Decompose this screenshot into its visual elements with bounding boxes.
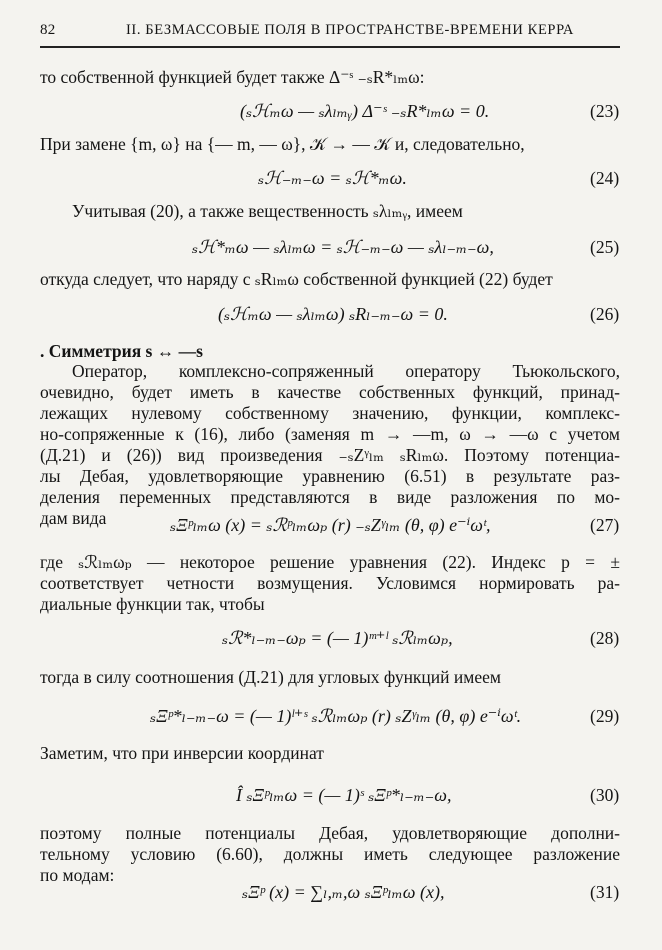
equation-expression: ₛΞᵖ (x) = ∑ₗ,ₘ,ω ₛΞᵖₗₘω (x), — [242, 882, 445, 902]
text-line: дам вида — [40, 508, 107, 528]
text-line: деления переменных представляются в виде разложения по мо- — [40, 487, 620, 507]
equation-expression: (ₛℋₘω — ₛλₗₘω) ₛRₗ₋ₘ₋ω = 0. — [218, 304, 448, 324]
text-line: Оператор, комплексно-сопряженный оператору Тьюкольского, — [72, 361, 620, 381]
text-line: но-сопряженные к (16), либо (заменяя m → —m, ω → —ω с учетом — [40, 424, 620, 444]
text-line: поэтому полные потенциалы Дебая, удовлетворяющие дополни- — [40, 823, 620, 843]
section-heading: . Симметрия s ↔ —s — [40, 341, 203, 361]
text-line: тогда в силу соотношения (Д.21) для угловых функций имеем — [40, 667, 501, 687]
text-line: тельному условию (6.60), должны иметь следующее разложение — [40, 844, 620, 864]
text-line: При замене {m, ω} на {— m, — ω}, 𝒦 → — 𝒦 и, следовательно, — [40, 134, 525, 154]
equation-expression: ₛℛ*ₗ₋ₘ₋ωₚ = (— 1)ᵐ⁺ˡ ₛℛₗₘωₚ, — [222, 628, 453, 648]
equation-expression: (ₛℋₘω — ₛλₗₘᵧ) Δ⁻ˢ ₋ₛR*ₗₘω = 0. — [240, 101, 490, 121]
text-line: откуда следует, что наряду с ₛRₗₘω собственной функцией (22) будет — [40, 269, 553, 289]
equation-expression: ₛΞᵖₗₘω (x) = ₛℛᵖₗₘωₚ (r) ₋ₛZᵞₗₘ (θ, φ) e⁻ⁱωᵗ, — [170, 515, 491, 535]
text-line: лежащих нулевому собственному значению, функции, комплекс- — [40, 403, 620, 423]
equation-number: (23) — [590, 101, 620, 121]
equation-number: (30) — [590, 785, 620, 805]
equation-number: (25) — [590, 237, 620, 257]
equation-expression: ₛΞᵖ*ₗ₋ₘ₋ω = (— 1)ˡ⁺ˢ ₛℛₗₘωₚ (r) ₛZᵞₗₘ (θ, φ) e⁻ⁱωᵗ. — [150, 706, 522, 726]
text-line: то собственной функцией будет также Δ⁻ˢ ₋ₛR*ₗₘω: — [40, 67, 425, 87]
text-line: Учитывая (20), а также вещественность ₛλₗₘᵧ, имеем — [72, 201, 463, 221]
text-line: лы Дебая, удовлетворяющие уравнению (6.51) в результате раз- — [40, 466, 620, 486]
equation-number: (26) — [590, 304, 620, 324]
equation-number: (24) — [590, 168, 620, 188]
text-line: по модам: — [40, 865, 115, 885]
header-rule — [40, 46, 620, 48]
text-line: очевидно, будет иметь в качестве собственных функций, принад- — [40, 382, 620, 402]
page-number: 82 — [40, 22, 56, 38]
equation-number: (28) — [590, 628, 620, 648]
equation-expression: ₛℋ*ₘω — ₛλₗₘω = ₛℋ₋ₘ₋ω — ₛλₗ₋ₘ₋ω, — [192, 237, 494, 257]
running-header — [40, 22, 620, 44]
text-line: где ₛℛₗₘωₚ — некоторое решение уравнения (22). Индекс p = ± — [40, 552, 620, 572]
text-line: (Д.21) и (26)) вид произведения ₋ₛZᵞₗₘ ₛRₗₘω. Поэтому потенциа- — [40, 445, 620, 465]
equation-number: (27) — [590, 515, 620, 535]
equation-number: (31) — [590, 882, 620, 902]
text-line: соответствует четности возмущения. Условимся нормировать ра- — [40, 573, 620, 593]
text-line: диальные функции так, чтобы — [40, 594, 265, 614]
equation-expression: ₛℋ₋ₘ₋ω = ₛℋ*ₘω. — [258, 168, 407, 188]
equation-expression: Î ₛΞᵖₗₘω = (— 1)ˢ ₛΞᵖ*ₗ₋ₘ₋ω, — [236, 785, 452, 805]
text-line: Заметим, что при инверсии координат — [40, 743, 324, 763]
running-title: II. БЕЗМАССОВЫЕ ПОЛЯ В ПРОСТРАНСТВЕ-ВРЕМЕНИ КЕРРА — [126, 22, 574, 38]
equation-number: (29) — [590, 706, 620, 726]
